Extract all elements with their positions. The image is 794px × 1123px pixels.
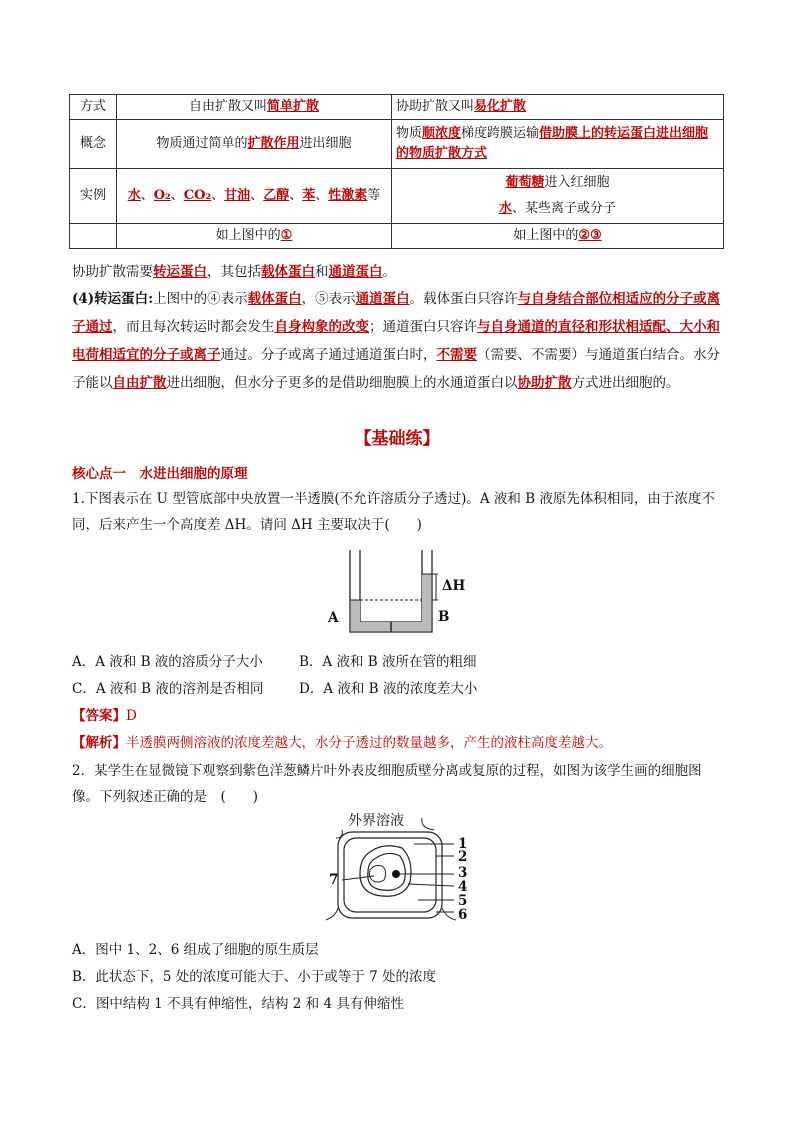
table-row <box>70 120 724 169</box>
label-delta-h: ΔH <box>442 578 466 594</box>
cell-label-1: 1 <box>458 836 468 852</box>
table-row <box>70 169 724 224</box>
cell-label-3: 3 <box>458 865 468 881</box>
section-title: 【基础练】 <box>354 429 440 449</box>
facilitated-diffusion-term: 易化扩散 <box>474 99 527 114</box>
table-row <box>70 224 724 249</box>
free-diffusion-examples: 水、O₂、CO₂、甘油、乙醇、苯、性激素等 <box>117 169 392 224</box>
q1-analysis: 【解析】半透膜两侧溶液的浓度差越大，水分子透过的数量越多，产生的液柱高度差越大。 <box>72 735 612 751</box>
q1-option-b: B．A 液和 B 液所在管的粗细 <box>299 654 477 670</box>
question-1-stem: 1.下图表示在 U 型管底部中央放置一半透膜(不允许溶质分子透过)。A 液和 B 液原先体积相同，由于浓度不同，后来产生一个高度差 ΔH。请问 ΔH 主要取决于( ) <box>72 491 715 533</box>
free-diffusion-figure-ref: 如上图中的① <box>117 224 392 249</box>
q2-option-c: C．图中结构 1 不具有伸缩性，结构 2 和 4 具有伸缩性 <box>72 996 404 1012</box>
free-diffusion-header: 自由扩散又叫简单扩散 <box>117 95 392 120</box>
cell-label-6: 6 <box>458 907 468 923</box>
cell-label-2: 2 <box>458 849 468 865</box>
cell-label-7: 7 <box>329 872 339 888</box>
q2-option-a: A．图中 1、2、6 组成了细胞的原生质层 <box>72 942 319 958</box>
row-header-concept: 概念 <box>70 120 117 169</box>
facilitated-diffusion-header: 协助扩散又叫易化扩散 <box>392 95 724 120</box>
q1-option-a: A．A 液和 B 液的溶质分子大小 <box>72 654 263 670</box>
u-tube-figure <box>320 548 480 640</box>
label-b: B <box>438 609 450 625</box>
simple-diffusion-term: 简单扩散 <box>267 99 320 114</box>
facilitated-diffusion-concept: 物质顺浓度梯度跨膜运输借助膜上的转运蛋白进出细胞的物质扩散方式 <box>392 120 724 169</box>
free-diffusion-concept: 物质通过简单的扩散作用进出细胞 <box>117 120 392 169</box>
q1-option-d: D．A 液和 B 液的浓度差大小 <box>299 681 478 697</box>
q2-option-b: B．此状态下，5 处的浓度可能大于、小于或等于 7 处的浓度 <box>72 969 436 985</box>
row-header-mode: 方式 <box>70 95 117 120</box>
row-header-example: 实例 <box>70 169 117 224</box>
cell-label-5: 5 <box>458 893 468 909</box>
diffusion-comparison-table <box>69 94 724 249</box>
cell-label-4: 4 <box>458 879 468 895</box>
table-row <box>70 95 724 120</box>
q1-answer: 【答案】D <box>72 708 137 724</box>
outside-solution-label: 外界溶液 <box>348 813 404 829</box>
row-header-empty <box>70 224 117 249</box>
transport-protein-explanation: (4)转运蛋白:上图中的④表示载体蛋白，⑤表示通道蛋白。载体蛋白只容许与自身结合部位相适应的分子或离子通过，而且每次转运时都会发生自身构象的改变；通道蛋白只容许与自身通道的直径和形状相适配、大小和电荷相适宜的分子或离子通过。分子或离子通过通道蛋白时，不需要（需要、不需要）与通道蛋白结合。水分子能以自由扩散进出细胞，但水分子更多的是借助细胞膜上的水通道蛋白以协助扩散方式进出细胞的。 <box>72 291 721 391</box>
key-point-title: 核心点一 水进出细胞的原理 <box>72 466 248 482</box>
facilitated-diffusion-examples: 葡萄糖进入红细胞 水、某些离子或分子 <box>392 169 724 224</box>
transport-protein-paragraph: 协助扩散需要转运蛋白，其包括载体蛋白和通道蛋白。 <box>72 264 396 280</box>
label-a: A <box>328 610 339 626</box>
question-2-stem: 2．某学生在显微镜下观察到紫色洋葱鳞片叶外表皮细胞质壁分离或复原的过程，如图为该学生画的细胞图像。下列叙述正确的是 ( ) <box>72 763 702 805</box>
facilitated-diffusion-figure-ref: 如上图中的②③ <box>392 224 724 249</box>
q1-option-c: C．A 液和 B 液的溶剂是否相同 <box>72 681 264 697</box>
